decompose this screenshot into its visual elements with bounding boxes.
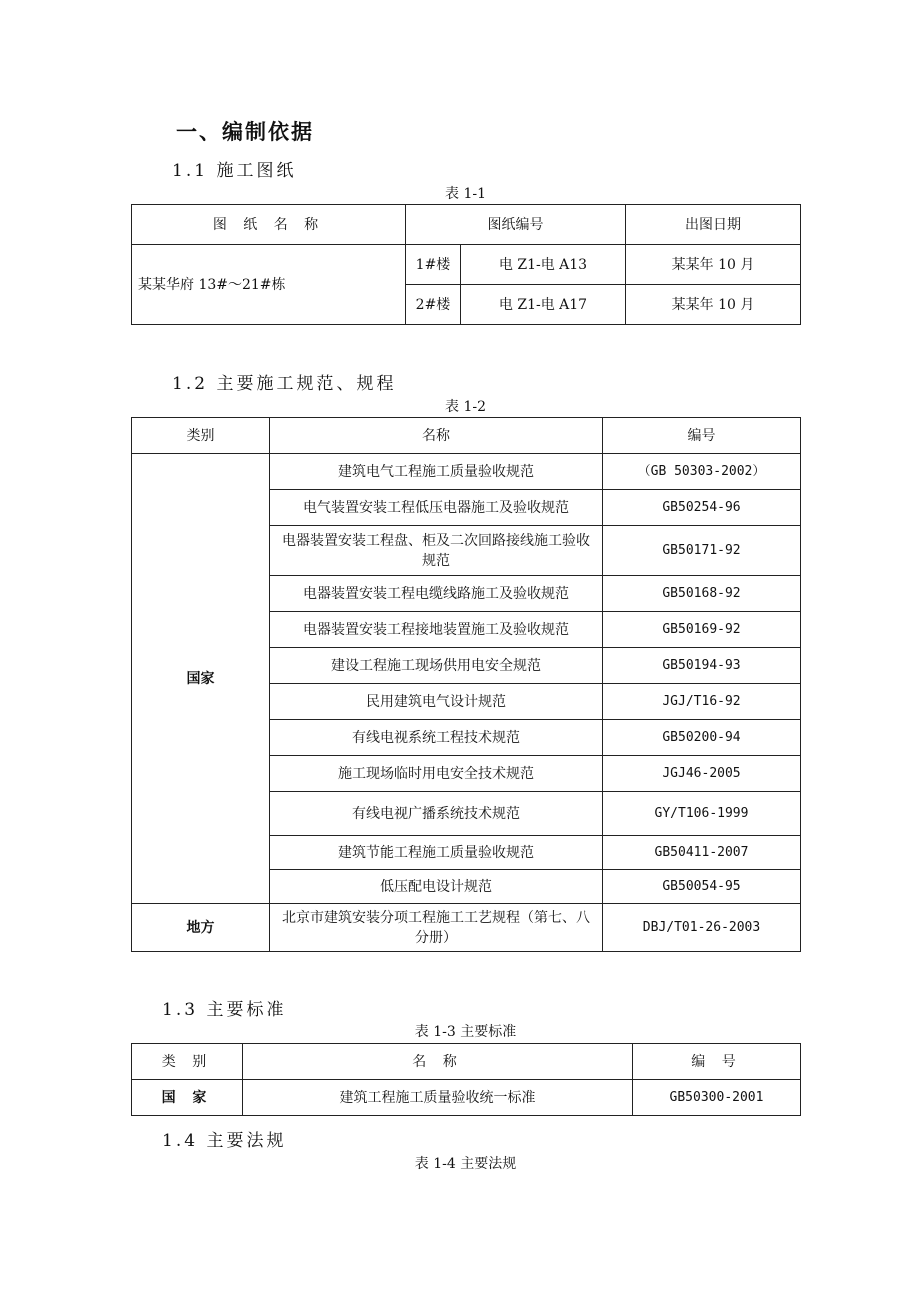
header-drawing-code: 图纸编号 [406, 205, 626, 245]
header-name: 名称 [270, 418, 603, 454]
header-category: 类别 [132, 418, 270, 454]
issue-date-cell: 某某年 10 月 [626, 245, 801, 285]
spec-code: GB50169-92 [603, 612, 801, 648]
building-cell: 1#楼 [406, 245, 461, 285]
spec-code: JGJ46-2005 [603, 756, 801, 792]
drawings-table [131, 204, 801, 325]
table-caption-1-4: 表 1-4 主要法规 [414, 1156, 517, 1172]
section-heading: 一、编制依据 [176, 120, 314, 144]
spec-code: GB50054-95 [603, 870, 801, 904]
header-name: 名 称 [243, 1044, 633, 1080]
subsection-title-1-2: 1.2 主要施工规范、规程 [172, 374, 397, 394]
spec-name: 有线电视系统工程技术规范 [270, 720, 603, 756]
spec-name: 北京市建筑安装分项工程施工工艺规程（第七、八分册） [270, 904, 603, 952]
category-national: 国家 [132, 454, 270, 904]
subsection-title-1-3: 1.3 主要标准 [162, 1000, 287, 1020]
header-category: 类 别 [132, 1044, 243, 1080]
category-national: 国 家 [132, 1080, 243, 1116]
table-caption-1-3: 表 1-3 主要标准 [414, 1024, 517, 1040]
spec-code: GY/T106-1999 [603, 792, 801, 836]
standard-code: GB50300-2001 [633, 1080, 801, 1116]
header-issue-date: 出图日期 [626, 205, 801, 245]
spec-name: 低压配电设计规范 [270, 870, 603, 904]
spec-code: GB50254-96 [603, 490, 801, 526]
project-name: 某某华府 13#～21#栋 [132, 245, 406, 325]
spec-code: GB50411-2007 [603, 836, 801, 870]
standard-name: 建筑工程施工质量验收统一标准 [243, 1080, 633, 1116]
specifications-table [131, 417, 801, 952]
spec-code: （GB 50303-2002） [603, 454, 801, 490]
spec-name: 电气装置安装工程低压电器施工及验收规范 [270, 490, 603, 526]
drawing-code-cell: 电 Z1-电 A13 [461, 245, 626, 285]
spec-code: DBJ/T01-26-2003 [603, 904, 801, 952]
spec-name: 建筑电气工程施工质量验收规范 [270, 454, 603, 490]
spec-name: 电器装置安装工程电缆线路施工及验收规范 [270, 576, 603, 612]
spec-name: 有线电视广播系统技术规范 [270, 792, 603, 836]
issue-date-cell: 某某年 10 月 [626, 285, 801, 325]
standards-table [131, 1043, 801, 1116]
spec-name: 施工现场临时用电安全技术规范 [270, 756, 603, 792]
header-code: 编号 [603, 418, 801, 454]
subsection-title-1-4: 1.4 主要法规 [162, 1131, 287, 1151]
header-code: 编 号 [633, 1044, 801, 1080]
table-caption-1-1: 表 1-1 [445, 186, 486, 202]
spec-name: 民用建筑电气设计规范 [270, 684, 603, 720]
spec-code: GB50168-92 [603, 576, 801, 612]
category-local: 地方 [132, 904, 270, 952]
spec-name: 建筑节能工程施工质量验收规范 [270, 836, 603, 870]
drawing-code-cell: 电 Z1-电 A17 [461, 285, 626, 325]
building-cell: 2#楼 [406, 285, 461, 325]
header-drawing-name: 图 纸 名 称 [132, 205, 406, 245]
spec-name: 电器装置安装工程盘、柜及二次回路接线施工验收规范 [270, 526, 603, 576]
spec-name: 建设工程施工现场供用电安全规范 [270, 648, 603, 684]
spec-name: 电器装置安装工程接地装置施工及验收规范 [270, 612, 603, 648]
subsection-title-1-1: 1.1 施工图纸 [172, 161, 297, 181]
spec-code: GB50200-94 [603, 720, 801, 756]
table-caption-1-2: 表 1-2 [445, 399, 486, 415]
spec-code: JGJ/T16-92 [603, 684, 801, 720]
spec-code: GB50194-93 [603, 648, 801, 684]
spec-code: GB50171-92 [603, 526, 801, 576]
